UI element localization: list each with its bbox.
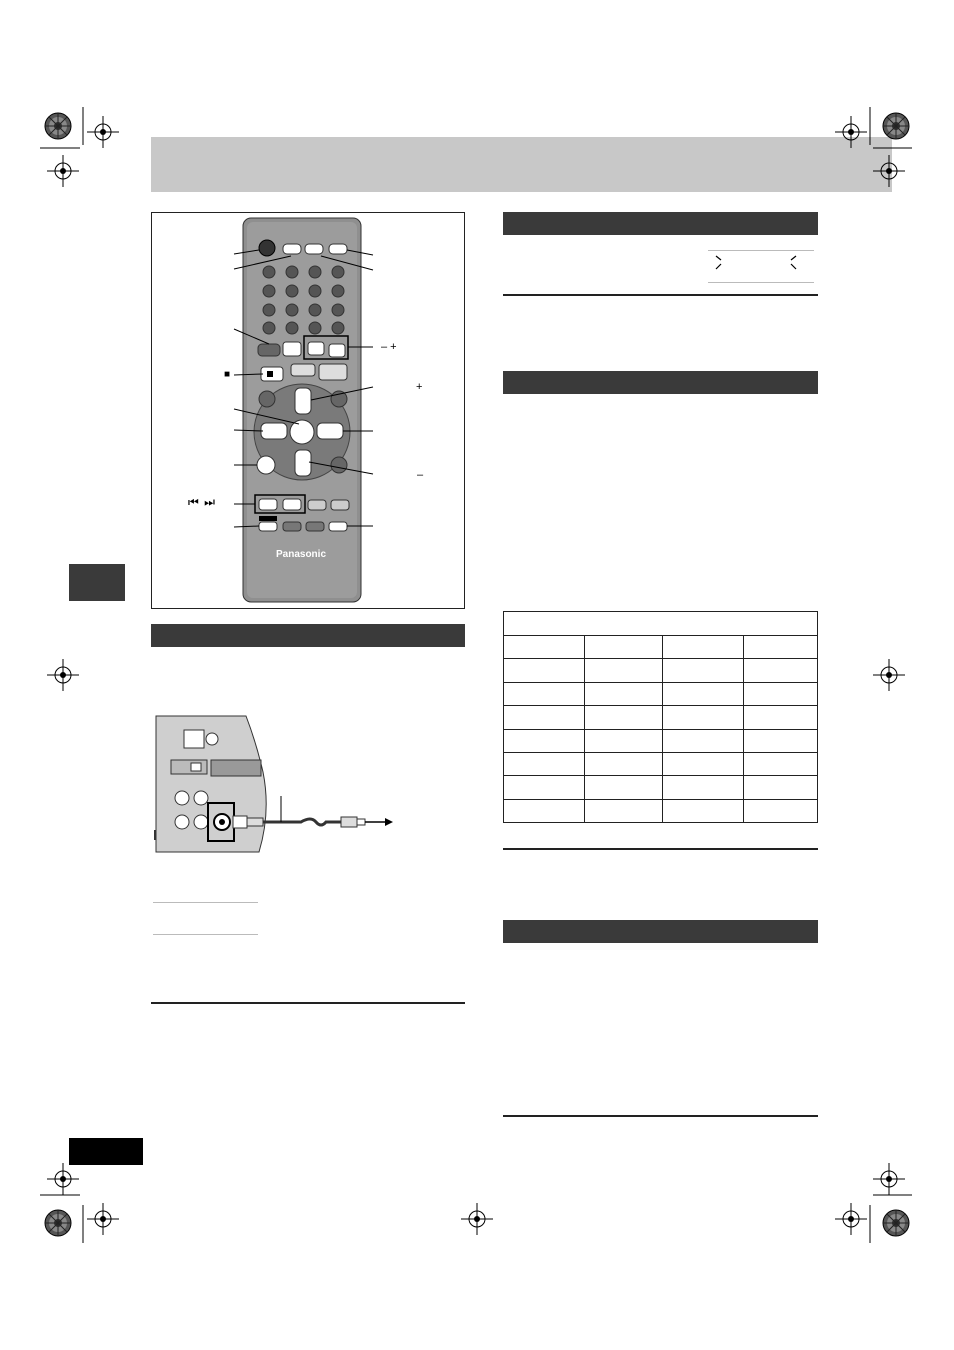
rear-panel-illustration <box>151 712 401 857</box>
section-bar-right-1 <box>503 212 818 235</box>
divider <box>153 902 258 903</box>
table-header-row <box>504 612 818 636</box>
display-chevron-icon <box>708 252 814 280</box>
section-bar-right-3 <box>503 920 818 943</box>
label-minus-plus: – + <box>381 341 397 353</box>
rule-left <box>151 1002 465 1004</box>
remote-brand: Panasonic <box>275 549 327 560</box>
label-skip: ⏮ ⏭ <box>188 495 216 509</box>
label-plus: + <box>416 381 423 393</box>
section-bar-right-2 <box>503 371 818 394</box>
label-stop: ■ <box>224 369 231 380</box>
divider <box>153 934 258 935</box>
remote-control-illustration <box>151 212 465 609</box>
display-bottom-line <box>708 282 814 283</box>
section-bar-left <box>151 624 465 647</box>
rule-right-1 <box>503 294 818 296</box>
rule-right-2 <box>503 848 818 850</box>
rule-right-3 <box>503 1115 818 1117</box>
display-top-line <box>708 250 814 251</box>
settings-table <box>503 611 818 823</box>
power-button <box>259 240 275 256</box>
label-minus: – <box>417 469 424 481</box>
